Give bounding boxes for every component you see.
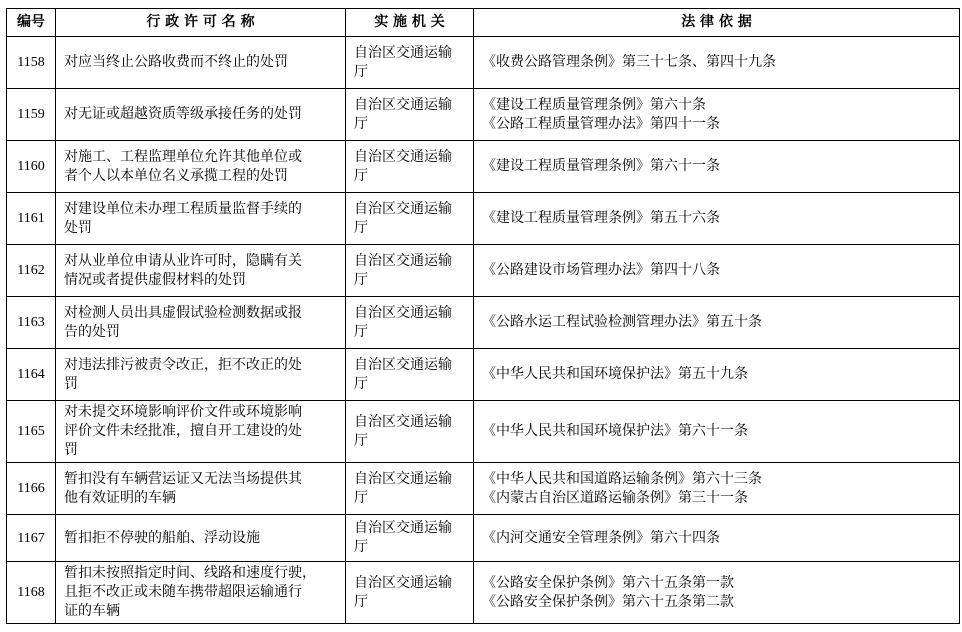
implementing-agency-line: 厅 [354,167,368,184]
implementing-agency-line: 自治区交通运输 [354,44,452,61]
legal-basis-cell [474,89,960,141]
penalty-name-cell [56,193,346,245]
penalty-name-line: 告的处罚 [64,323,120,340]
table-body [7,37,960,624]
penalty-name-cell [56,89,346,141]
header-org: 实 施 机 关 [346,9,474,37]
implementing-agency-line: 自治区交通运输 [354,148,452,165]
legal-basis-line: 《公路水运工程试验检测管理办法》第五十条 [482,314,762,330]
table-row [7,245,960,297]
penalty-name-cell [56,37,346,89]
penalty-name-cell [56,245,346,297]
penalty-name-cell [56,562,346,624]
table-row [7,89,960,141]
implementing-agency-cell [346,515,474,562]
row-number: 1160 [7,141,56,193]
penalty-name-line: 对建设单位未办理工程质量监督手续的 [64,200,302,217]
implementing-agency-cell [346,562,474,624]
table-row [7,463,960,515]
penalty-name-line: 评价文件未经批准，擅自开工建设的处 [64,423,302,439]
table-header-row [7,9,960,37]
implementing-agency-line: 自治区交通运输 [354,96,452,113]
implementing-agency-line: 自治区交通运输 [354,574,452,591]
penalty-name-line: 对无证或超越资质等级承接任务的处罚 [64,106,302,122]
implementing-agency-cell [346,141,474,193]
implementing-agency-line: 自治区交通运输 [354,413,452,430]
header-name: 行 政 许 可 名 称 [56,9,346,37]
legal-basis-line: 《建设工程质量管理条例》第六十条 [482,96,706,113]
header-basis: 法 律 依 据 [474,9,960,37]
row-number: 1166 [7,463,56,515]
table-row [7,349,960,401]
implementing-agency-line: 自治区交通运输 [354,200,452,217]
penalty-name-line: 处罚 [64,219,92,236]
row-number: 1162 [7,245,56,297]
penalty-name-line: 且拒不改正或未随车携带超限运输通行 [64,584,302,600]
implementing-agency-line: 自治区交通运输 [354,356,452,373]
penalty-name-line: 对违法排污被责令改正，拒不改正的处 [64,356,302,373]
implementing-agency-line: 自治区交通运输 [354,252,452,269]
legal-basis-cell [474,562,960,624]
penalty-name-line: 对未提交环境影响评价文件或环境影响 [64,404,302,420]
legal-basis-line: 《建设工程质量管理条例》第六十一条 [482,158,720,174]
implementing-agency-line: 厅 [354,593,368,610]
legal-basis-cell [474,141,960,193]
legal-basis-line: 《公路工程质量管理办法》第四十一条 [482,115,720,132]
implementing-agency-line: 厅 [354,271,368,288]
implementing-agency-line: 厅 [354,115,368,132]
implementing-agency-line: 厅 [354,432,368,449]
implementing-agency-cell [346,349,474,401]
implementing-agency-cell [346,463,474,515]
penalty-table [6,8,960,624]
penalty-name-line: 罚 [64,375,78,392]
penalty-name-line: 者个人以本单位名义承揽工程的处罚 [64,167,288,184]
implementing-agency-line: 厅 [354,375,368,392]
penalty-name-cell [56,463,346,515]
penalty-name-cell [56,349,346,401]
penalty-name-line: 情况或者提供虚假材料的处罚 [64,271,246,288]
implementing-agency-line: 厅 [354,323,368,340]
legal-basis-cell [474,515,960,562]
row-number: 1158 [7,37,56,89]
legal-basis-cell [474,193,960,245]
penalty-name-line: 罚 [64,442,78,458]
row-number: 1167 [7,515,56,562]
implementing-agency-line: 自治区交通运输 [354,304,452,321]
implementing-agency-cell [346,401,474,463]
penalty-name-line: 对施工、工程监理单位允许其他单位或 [64,148,302,165]
implementing-agency-cell [346,37,474,89]
table-row [7,193,960,245]
legal-basis-cell [474,463,960,515]
legal-basis-cell [474,401,960,463]
legal-basis-line: 《公路安全保护条例》第六十五条第二款 [482,593,734,610]
row-number: 1159 [7,89,56,141]
penalty-name-cell [56,515,346,562]
legal-basis-line: 《中华人民共和国环境保护法》第五十九条 [482,366,748,382]
legal-basis-line: 《收费公路管理条例》第三十七条、第四十九条 [482,54,776,70]
legal-basis-line: 《建设工程质量管理条例》第五十六条 [482,210,720,226]
row-number: 1163 [7,297,56,349]
implementing-agency-line: 自治区交通运输 [354,470,452,487]
row-number: 1165 [7,401,56,463]
row-number: 1168 [7,562,56,624]
penalty-name-line: 他有效证明的车辆 [64,489,176,506]
penalty-name-cell [56,401,346,463]
table-row [7,37,960,89]
penalty-name-line: 对检测人员出具虚假试验检测数据或报 [64,304,302,321]
implementing-agency-cell [346,297,474,349]
row-number: 1161 [7,193,56,245]
legal-basis-cell [474,349,960,401]
implementing-agency-line: 厅 [354,489,368,506]
table-row [7,141,960,193]
penalty-name-line: 暂扣未按照指定时间、线路和速度行驶， [64,565,316,581]
implementing-agency-line: 自治区交通运输 [354,520,452,536]
implementing-agency-cell [346,193,474,245]
legal-basis-line: 《内蒙古自治区道路运输条例》第三十一条 [482,489,748,506]
legal-basis-line: 《中华人民共和国环境保护法》第六十一条 [482,423,748,439]
penalty-name-line: 对从业单位申请从业许可时，隐瞒有关 [64,252,302,269]
legal-basis-line: 《中华人民共和国道路运输条例》第六十三条 [482,470,762,487]
implementing-agency-line: 厅 [354,63,368,80]
row-number: 1164 [7,349,56,401]
table-row [7,515,960,562]
penalty-name-line: 证的车辆 [64,603,120,619]
implementing-agency-line: 厅 [354,539,368,555]
penalty-name-line: 暂扣没有车辆营运证又无法当场提供其 [64,470,302,487]
implementing-agency-cell [346,245,474,297]
implementing-agency-cell [346,89,474,141]
legal-basis-cell [474,297,960,349]
table-row [7,401,960,463]
penalty-name-cell [56,141,346,193]
penalty-name-line: 对应当终止公路收费而不终止的处罚 [64,54,288,70]
table-row [7,562,960,624]
legal-basis-line: 《公路建设市场管理办法》第四十八条 [482,262,720,278]
penalty-name-cell [56,297,346,349]
legal-basis-cell [474,37,960,89]
header-num: 编号 [7,9,56,37]
legal-basis-cell [474,245,960,297]
implementing-agency-line: 厅 [354,219,368,236]
penalty-name-line: 暂扣拒不停驶的船舶、浮动设施 [64,529,260,546]
table-row [7,297,960,349]
legal-basis-line: 《公路安全保护条例》第六十五条第一款 [482,574,734,591]
legal-basis-line: 《内河交通安全管理条例》第六十四条 [482,529,720,546]
